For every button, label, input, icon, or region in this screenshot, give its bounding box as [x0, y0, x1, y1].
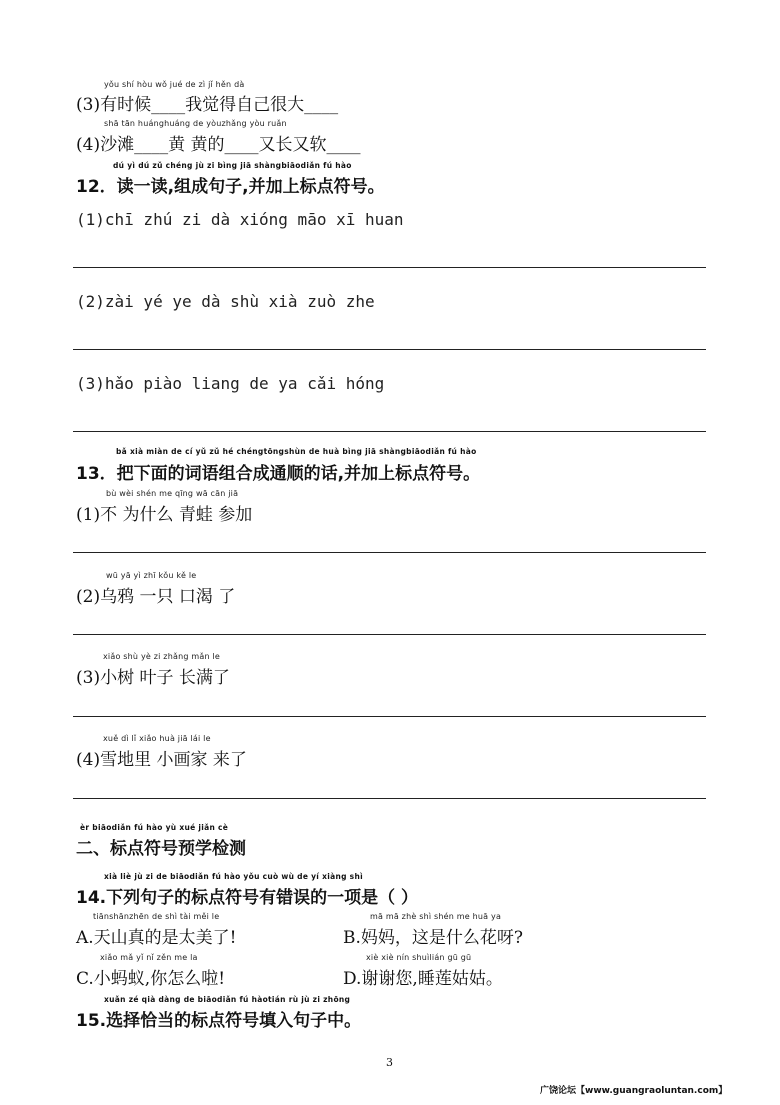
answer-line [73, 716, 706, 717]
option-a: A.天山真的是太美了! [76, 928, 237, 948]
pinyin-annotation: èr biāodiǎn fú hào yù xué jiǎn cè [80, 823, 229, 832]
pinyin-annotation: bǎ xià miàn de cí yǔ zǔ hé chéngtōngshùn de huà bìng jiā shàngbiāodiǎn fú hào [116, 447, 477, 456]
pinyin-annotation: mā mā zhè shì shén me huā ya [370, 912, 502, 921]
pinyin-annotation: xiè xiè nín shuìlián gū gū [366, 953, 472, 962]
q13-item-1: (1)不 为什么 青蛙 参加 [76, 505, 253, 525]
q13-item-2: (2)乌鸦 一只 口渴 了 [76, 587, 236, 607]
answer-line [73, 349, 706, 350]
pinyin-annotation: xuǎn zé qià dàng de biāodiǎn fú hàotián rù jù zi zhōng [104, 995, 351, 1004]
pinyin-annotation: shā tān huánghuáng de yòuzhǎng yòu ruǎn [104, 119, 287, 128]
page-number: 3 [386, 1056, 393, 1069]
q13-item-3: (3)小树 叶子 长满了 [76, 668, 230, 688]
pinyin-annotation: dú yì dú zǔ chéng jù zi bìng jiā shàngbiāodiǎn fú hào [113, 161, 352, 170]
pinyin-annotation: tiānshānzhēn de shì tài měi le [93, 912, 220, 921]
option-c: C.小蚂蚁,你怎么啦! [76, 969, 226, 989]
pinyin-annotation: bù wèi shén me qīng wā cān jiā [106, 489, 239, 498]
pinyin-annotation: xiǎo shù yè zi zhǎng mǎn le [103, 652, 221, 661]
pinyin-annotation: wū yā yì zhī kǒu kě le [106, 571, 197, 580]
footer-watermark: 广饶论坛【www.guangraoluntan.com】 [540, 1086, 728, 1096]
q12-item-2: (2)zài yé ye dà shù xià zuò zhe [76, 292, 375, 311]
fill-line-3: (3)有时候____我觉得自己很大____ [76, 95, 339, 115]
pinyin-annotation: yǒu shí hòu wǒ jué de zì jǐ hěn dà [104, 80, 245, 89]
pinyin-annotation: xiǎo mǎ yǐ nǐ zěn me la [100, 953, 198, 962]
section-2-title: 二、标点符号预学检测 [76, 839, 246, 859]
q12-item-3: (3)hǎo piào liang de ya cǎi hóng [76, 374, 385, 393]
question-13-title: 13．把下面的词语组合成通顺的话,并加上标点符号。 [76, 464, 481, 484]
pinyin-annotation: xià liè jù zi de biāodiǎn fú hào yǒu cuò wù de yí xiàng shì [104, 872, 363, 881]
question-12-title: 12．读一读,组成句子,并加上标点符号。 [76, 177, 385, 197]
q12-item-1: (1)chī zhú zi dà xióng māo xī huan [76, 210, 404, 229]
answer-line [73, 634, 706, 635]
option-d: D.谢谢您,睡莲姑姑。 [343, 969, 503, 989]
answer-line [73, 431, 706, 432]
question-14-title: 14.下列句子的标点符号有错误的一项是（ ） [76, 888, 419, 908]
pinyin-annotation: xuě dì lǐ xiǎo huà jiā lái le [103, 734, 211, 743]
question-15-title: 15.选择恰当的标点符号填入句子中。 [76, 1011, 362, 1031]
option-b: B.妈妈，这是什么花呀? [343, 928, 524, 948]
answer-line [73, 552, 706, 553]
fill-line-4: (4)沙滩____黄 黄的____又长又软____ [76, 135, 361, 155]
answer-line [73, 798, 706, 799]
q13-item-4: (4)雪地里 小画家 来了 [76, 750, 247, 770]
answer-line [73, 267, 706, 268]
